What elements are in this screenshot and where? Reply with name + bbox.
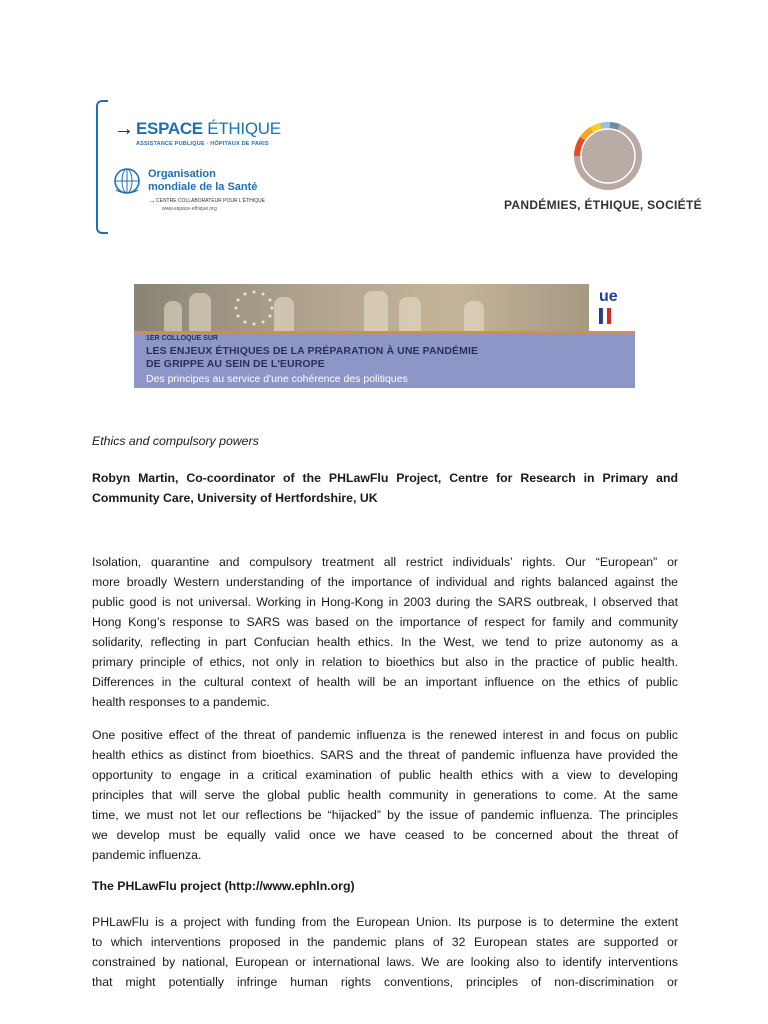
who-globe-icon (112, 166, 142, 196)
paragraph-line: health ethics as distinct from bioethics. SARS and the threat of pandemic influenza have provided the (92, 748, 678, 762)
paragraph-line: to which interventions proposed in the pandemic plans of 32 European states are supported or (92, 935, 678, 949)
paragraph-line: that might potentially infringe human rights conventions, principles of non-discrimination or (92, 975, 678, 989)
paragraph-line: solidarity, reflecting in part Confucian health ethics. In the West, we tend to prize autonomy as a (92, 635, 678, 649)
paragraph-line: One positive effect of the threat of pandemic influenza is the renewed interest in and focus on public (92, 728, 678, 742)
paragraph-line: Differences in the cultural context of health will be an important influence on the ethics of public (92, 675, 678, 689)
ethique-light: ÉTHIQUE (207, 119, 281, 138)
banner-photo (134, 284, 589, 331)
circle-segments-icon (560, 112, 650, 194)
who-centre-text: CENTRE COLLABORATEUR POUR L'ÉTHIQUE (156, 198, 265, 204)
paragraph-2 (92, 725, 678, 865)
espace-ethique-wordmark (136, 119, 281, 139)
logo-bracket (96, 100, 108, 234)
paragraph-line: Isolation, quarantine and compulsory treatment all restrict individuals’ rights. Our “European” or (92, 555, 678, 569)
paragraph-3 (92, 912, 678, 992)
small-arrow-icon: → (148, 196, 156, 205)
paragraph-line: constrained by national, European or international laws. We are looking also to identify interventions (92, 955, 678, 969)
paragraph-line: principles that will serve the global public health community in generations to come. At the same (92, 788, 678, 802)
paragraph-line: health responses to a pandemic. (92, 695, 270, 709)
author-block (92, 468, 678, 508)
silhouette (164, 301, 182, 331)
paragraph-line: more broadly Western understanding of the importance of individual and rights balanced against the (92, 575, 678, 589)
ue-badge: ue (599, 288, 618, 305)
author-line: Community Care, University of Hertfordshire, UK (92, 491, 378, 505)
silhouette (364, 291, 388, 331)
french-flag-icon (595, 306, 615, 326)
arrow-right-icon: → (114, 118, 134, 140)
paragraph-1 (92, 552, 678, 712)
paragraph-line: time, we must not let our reflections be “hijacked” by the issue of pandemic influenza. The principles (92, 808, 678, 822)
document-title: Ethics and compulsory powers (92, 434, 259, 448)
eu-stars-icon (224, 288, 284, 328)
banner-stripe (134, 331, 635, 333)
who-website-text: www.espace-ethique.org (162, 206, 217, 212)
silhouette (464, 301, 484, 331)
paragraph-line: opportunity to engage in a critical examination of public health ethics with a view to developing (92, 768, 678, 782)
section-heading: The PHLawFlu project (http://www.ephln.org) (92, 879, 355, 893)
author-line: Robyn Martin, Co-coordinator of the PHLawFlu Project, Centre for Research in Primary and (92, 471, 678, 485)
paragraph-line: pandemic influenza. (92, 848, 202, 862)
paragraph-line: PHLawFlu is a project with funding from the European Union. Its purpose is to determine the extent (92, 915, 678, 929)
who-name-line2: mondiale de la Santé (148, 181, 258, 193)
ue-presidency-logo (589, 284, 635, 331)
banner-line1: 1ER COLLOQUE SUR (146, 335, 218, 342)
pandemies-logo (500, 110, 720, 220)
silhouette (189, 293, 211, 331)
silhouette (399, 297, 421, 331)
espace-bold: ESPACE (136, 119, 203, 138)
ap-hp-subtitle: ASSISTANCE PUBLIQUE · HÔPITAUX DE PARIS (136, 141, 269, 147)
paragraph-line: primary principle of ethics, not only in relation to bioethics but also in the practice of public health. (92, 655, 678, 669)
paragraph-line: we develop must be equally valid once we have ceased to be concerned about the threat of (92, 828, 678, 842)
espace-ethique-logo (96, 100, 286, 235)
banner-line2: LES ENJEUX ÉTHIQUES DE LA PRÉPARATION À UNE PANDÉMIE (146, 345, 479, 357)
pandemies-tagline: PANDÉMIES, ÉTHIQUE, SOCIÉTÉ (504, 198, 702, 212)
banner-line4: Des principes au service d'une cohérence des politiques (146, 373, 408, 385)
paragraph-line: public good is not universal. Working in Hong-Kong in 2003 during the SARS outbreak, I observed that (92, 595, 678, 609)
colloque-banner (134, 284, 635, 388)
banner-line3: DE GRIPPE AU SEIN DE L'EUROPE (146, 358, 325, 370)
who-name-line1: Organisation (148, 168, 216, 180)
paragraph-line: Hong Kong’s response to SARS was based on the importance of respect for family and community (92, 615, 678, 629)
